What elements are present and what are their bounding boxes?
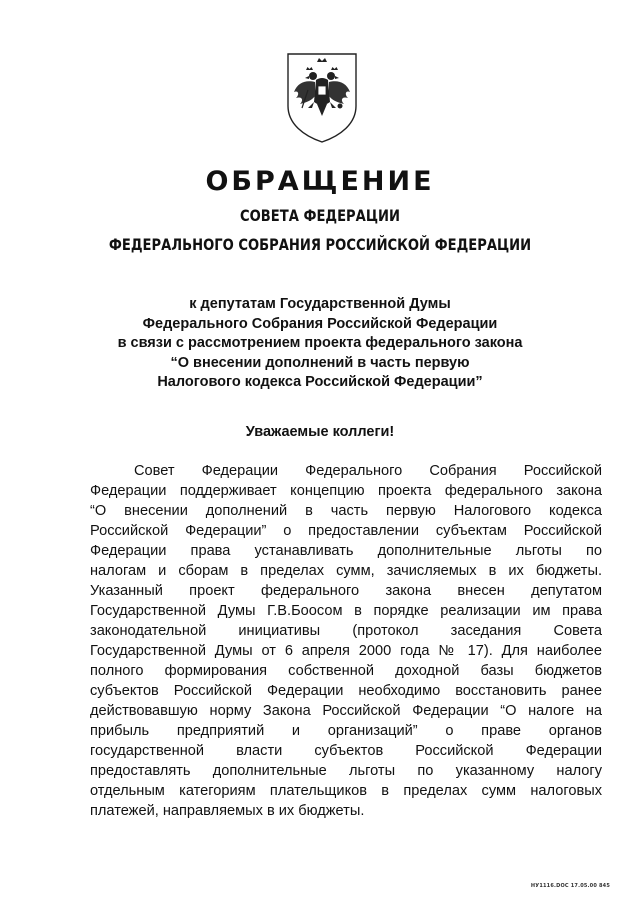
body-line: Указанный проект федерального закона внесен депутатом bbox=[90, 583, 602, 599]
addressee-line: Федерального Собрания Российской Федерации bbox=[142, 315, 498, 332]
body-line: Федерации поддерживает концепцию проекта федерального закона bbox=[90, 483, 602, 499]
body-line: платежей, направляемых в их бюджеты. bbox=[90, 803, 365, 819]
addressee-block bbox=[0, 295, 640, 393]
body-line: законодательной инициативы (протокол заседания Совета bbox=[90, 623, 602, 639]
document-title: ОБРАЩЕНИЕ bbox=[205, 166, 435, 197]
body-line: отдельным категориям плательщиков в пределах сумм налоговых bbox=[90, 783, 602, 799]
document-subtitle-line-2: ФЕДЕРАЛЬНОГО СОБРАНИЯ РОССИЙСКОЙ ФЕДЕРАЦИИ bbox=[108, 235, 532, 254]
body-line: налогам и сборам в пределах сумм, зачисляемых в их бюджеты. bbox=[90, 563, 602, 579]
addressee-line: Налогового кодекса Российской Федерации” bbox=[157, 374, 483, 390]
body-line: Федерации права устанавливать дополнительные льготы по bbox=[90, 543, 602, 559]
body-line: Российской Федерации” о предоставлении субъектам Российской bbox=[90, 523, 602, 539]
body-line: прибыль предприятий и организаций” о праве органов bbox=[90, 723, 602, 739]
body-line: государственной власти субъектов Российской Федерации bbox=[90, 743, 602, 759]
addressee-line: “О внесении дополнений в часть первую bbox=[170, 354, 470, 371]
greeting: Уважаемые коллеги! bbox=[245, 424, 395, 440]
file-code-footer: НУ1116.DOC 17.05.00 845 bbox=[530, 883, 610, 889]
addressee-line: к депутатам Государственной Думы bbox=[189, 296, 451, 312]
document-subtitle-line-1: СОВЕТА ФЕДЕРАЦИИ bbox=[240, 206, 400, 225]
body-line: предоставлять дополнительные льготы по указанному налогу bbox=[90, 763, 602, 779]
coat-of-arms-icon bbox=[284, 50, 360, 144]
body-line: субъектов Российской Федерации необходимо восстановить ранее bbox=[90, 683, 602, 699]
body-line: полного формирования собственной доходной базы бюджетов bbox=[90, 663, 602, 679]
body-line: действовавшую норму Закона Российской Федерации “О налоге на bbox=[90, 703, 602, 719]
body-line: Совет Федерации Федерального Собрания Российской bbox=[134, 463, 602, 479]
body-line: Государственной Думы Г.В.Боосом в порядке реализации им права bbox=[90, 603, 602, 619]
body-line: Государственной Думы от 6 апреля 2000 года № 17). Для наиболее bbox=[90, 643, 602, 659]
body-paragraph bbox=[90, 461, 602, 821]
body-line: “О внесении дополнений в часть первую Налогового кодекса bbox=[90, 503, 602, 519]
addressee-line: в связи с рассмотрением проекта федерального закона bbox=[117, 335, 523, 351]
